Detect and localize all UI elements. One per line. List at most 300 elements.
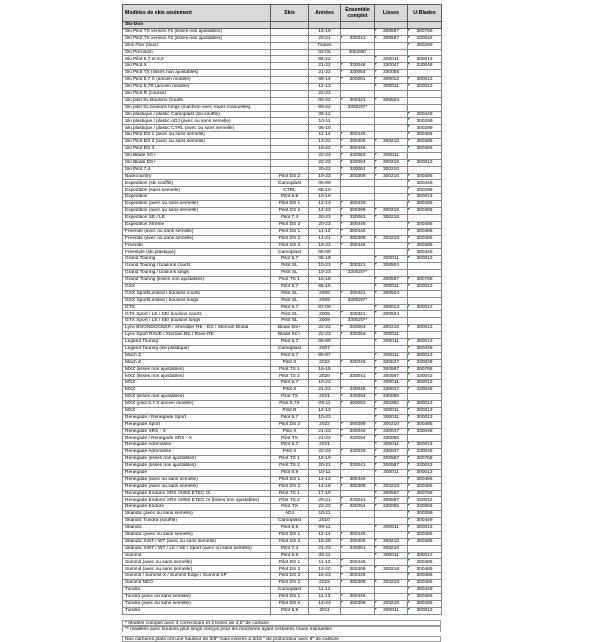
cell-ensemble: 300309 [341, 580, 375, 587]
cell-ublades [408, 90, 442, 97]
comment-flag-icon [375, 29, 377, 31]
cell-lisses: 300011 [375, 352, 408, 359]
comment-flag-icon [341, 594, 343, 596]
cell-ublades: 300299 [408, 187, 442, 194]
cell-lisses: 330055 [375, 435, 408, 442]
cell-ublades: 300013 [408, 380, 442, 387]
cell-model: Expedition (avec ou sans semelle) [123, 201, 271, 208]
cell-ensemble: 330020** [341, 297, 375, 304]
comment-flag-icon [408, 194, 410, 196]
cell-ensemble [341, 490, 375, 497]
cell-years: 12-13 [309, 84, 341, 91]
column-header-skis: Skis [271, 5, 309, 22]
cell-ublades: 300013 [408, 194, 442, 201]
cell-ublades: 300013 [408, 352, 442, 359]
column-header-models: Modèles de skis seulement [123, 5, 271, 22]
cell-lisses: 300011 [375, 283, 408, 290]
cell-model: Expedition (sans semelle) [123, 187, 271, 194]
cell-ensemble: 330020** [341, 104, 375, 111]
table-row [123, 373, 442, 380]
cell-model: Ski pilot SL boulons longs (machine avec roues manuelles) [123, 104, 271, 111]
cell-ensemble: 300446 [341, 201, 375, 208]
cell-years: 10-23 [309, 263, 341, 270]
cell-ublades: 300485 [408, 146, 442, 153]
footnote-complete-set: * Modèle complet avec 4 correcteurs et 4 lisses de 4,5" de carbure [122, 620, 441, 627]
comment-flag-icon [341, 311, 343, 313]
cell-years: 22-23 [309, 325, 341, 332]
cell-ensemble [341, 249, 375, 256]
cell-lisses [375, 180, 408, 187]
cell-ski: Pilot DS 2 [271, 483, 309, 490]
cell-ski: Pilot 5,7 [271, 414, 309, 421]
table-row [123, 490, 442, 497]
cell-model: Renegade Enduro/ XRS /X850 ETEC /X (lisses non ajustables) [123, 497, 271, 504]
cell-years: 13-22 [309, 139, 341, 146]
cell-years: 10-16 [309, 194, 341, 201]
cell-ensemble [341, 283, 375, 290]
footnote-carbide-spec: Nos carbures plats ont une hauteur de 3/8" mais insérés à 5/16 " de profondeur avec 6" de carbure [122, 636, 441, 642]
table-row [123, 483, 442, 490]
cell-lisses [375, 104, 408, 111]
cell-ublades: 300485 [408, 600, 442, 607]
cell-ublades: 300485 [408, 531, 442, 538]
cell-ublades: 300013 [408, 304, 442, 311]
comment-flag-icon [408, 118, 410, 120]
comment-flag-icon [408, 367, 410, 369]
cell-model: Skandic SWT / WT (avec ou sans semelle) [123, 538, 271, 545]
table-row [123, 146, 442, 153]
comment-flag-icon [375, 463, 377, 465]
cell-lisses [375, 297, 408, 304]
cell-lisses: 330047 [375, 63, 408, 70]
cell-years: 2021 [309, 442, 341, 449]
table-row [123, 97, 442, 104]
cell-ublades: 300485 [408, 566, 442, 573]
comment-flag-icon [341, 201, 343, 203]
comment-flag-icon [375, 84, 377, 86]
cell-lisses [375, 125, 408, 132]
cell-ensemble: 300446 [341, 476, 375, 483]
cell-years: 21-23 [309, 435, 341, 442]
cell-ski [271, 77, 309, 84]
cell-ensemble: 300446 [341, 221, 375, 228]
cell-ublades: 300013 [408, 283, 442, 290]
cell-ensemble: 330054 [341, 504, 375, 511]
cell-ublades: 300485 [408, 228, 442, 235]
table-row [123, 552, 442, 559]
cell-model: Tundra [123, 587, 271, 594]
cell-years: 06-10 [309, 256, 341, 263]
cell-model: Ski Pilot DS 1 (avec ou sans semelle) [123, 132, 271, 139]
cell-ensemble: 300309 [341, 208, 375, 215]
cell-ublades: 300768 [408, 28, 442, 35]
cell-ensemble [341, 469, 375, 476]
table-row [123, 518, 442, 525]
cell-lisses: 300210 [375, 580, 408, 587]
comment-flag-icon [408, 484, 410, 486]
table-row [123, 414, 442, 421]
cell-ublades: 300485 [408, 580, 442, 587]
cell-ublades: 300013 [408, 56, 442, 63]
comment-flag-icon [375, 305, 377, 307]
cell-lisses: 330055 [375, 504, 408, 511]
comment-flag-icon [341, 566, 343, 568]
table-row [123, 325, 442, 332]
cell-lisses: 300210 [375, 566, 408, 573]
comment-flag-icon [408, 243, 410, 245]
cell-ski [271, 84, 309, 91]
comment-flag-icon [341, 360, 343, 362]
cell-model: Renegade Enduro/ XRS /X850 ETEC /X [123, 490, 271, 497]
cell-model: Ski Blade XC+ [123, 152, 271, 159]
cell-ublades: 300485 [408, 173, 442, 180]
table-row [123, 456, 442, 463]
table-row [123, 332, 442, 339]
cell-ski: Pilot SL [271, 290, 309, 297]
cell-ensemble [341, 194, 375, 201]
cell-ublades: 300449 [408, 345, 442, 352]
comment-flag-icon [341, 167, 343, 169]
cell-model: Backcountry [123, 173, 271, 180]
cell-ensemble: 330063 [341, 152, 375, 159]
table-row [123, 435, 442, 442]
comment-flag-icon [341, 263, 343, 265]
cell-model: Legend Touring (ski plastique) [123, 345, 271, 352]
cell-ensemble [341, 180, 375, 187]
comment-flag-icon [408, 125, 410, 127]
comment-flag-icon [375, 208, 377, 210]
table-row [123, 235, 442, 242]
cell-years: 06-09 [309, 249, 341, 256]
comment-flag-icon [408, 174, 410, 176]
cell-ski [271, 139, 309, 146]
cell-ublades: 300013 [408, 84, 442, 91]
comment-flag-icon [408, 346, 410, 348]
comment-flag-icon [408, 511, 410, 513]
cell-lisses [375, 90, 408, 97]
cell-ensemble [341, 256, 375, 263]
cell-lisses: 330047 [375, 387, 408, 394]
cell-years: 16-19 [309, 366, 341, 373]
cell-ublades: 300449 [408, 249, 442, 256]
table-row [123, 221, 442, 228]
comment-flag-icon [375, 422, 377, 424]
table-row [123, 139, 442, 146]
cell-ensemble: 300321 [341, 263, 375, 270]
section-empty-cell [375, 22, 408, 29]
cell-ensemble: 330020** [341, 270, 375, 277]
cell-years: 14-21 [309, 235, 341, 242]
cell-ublades: 330048 [408, 387, 442, 394]
cell-model: Skandic (avec ou sans semelle) [123, 531, 271, 538]
cell-ensemble: 300446 [341, 593, 375, 600]
cell-lisses [375, 531, 408, 538]
cell-ski: Pilot DS 1 [271, 476, 309, 483]
comment-flag-icon [375, 263, 377, 265]
cell-ublades: 300299 [408, 118, 442, 125]
cell-years: 12-13 [309, 476, 341, 483]
cell-ski: Pilot DS 2 [271, 580, 309, 587]
cell-ensemble [341, 56, 375, 63]
cell-lisses [375, 111, 408, 118]
comment-flag-icon [408, 284, 410, 286]
cell-lisses [375, 270, 408, 277]
cell-model: Skandic SWT / WT / LE / SE / Sport (avec ou sans semelle) [123, 545, 271, 552]
cell-ski: Pilot TS 1 [271, 490, 309, 497]
cell-model: Renegade [123, 469, 271, 476]
cell-ensemble: 300309 [341, 139, 375, 146]
cell-ensemble [341, 125, 375, 132]
comment-flag-icon [375, 139, 377, 141]
cell-model: Summit [123, 552, 271, 559]
cell-model: MXZ [123, 387, 271, 394]
cell-ublades [408, 270, 442, 277]
cell-lisses: 330055 [375, 70, 408, 77]
cell-model: Grand Touring / boulons longs [123, 270, 271, 277]
cell-years: 10-11 [309, 469, 341, 476]
cell-ublades [408, 263, 442, 270]
comment-flag-icon [375, 608, 377, 610]
cell-ensemble [341, 456, 375, 463]
comment-flag-icon [408, 580, 410, 582]
comment-flag-icon [341, 332, 343, 334]
cell-years: 20-21 [309, 497, 341, 504]
table-row [123, 587, 442, 594]
comment-flag-icon [341, 394, 343, 396]
cell-years: 12-13 [309, 407, 341, 414]
cell-ski [271, 166, 309, 173]
table-row [123, 263, 442, 270]
cell-lisses: 300011 [375, 338, 408, 345]
compatibility-table [122, 4, 442, 615]
cell-lisses: 300210 [375, 421, 408, 428]
table-row [123, 559, 442, 566]
cell-ublades [408, 545, 442, 552]
cell-ski: Pilot 5,7 [271, 256, 309, 263]
cell-lisses [375, 118, 408, 125]
comment-flag-icon [375, 174, 377, 176]
cell-ublades: 330042 [408, 373, 442, 380]
table-row [123, 228, 442, 235]
cell-ensemble [341, 525, 375, 532]
comment-flag-icon [375, 601, 377, 603]
cell-lisses [375, 476, 408, 483]
cell-years: 12-13 [309, 201, 341, 208]
cell-model: Ski Pilot TX (lisses non ajustables) [123, 70, 271, 77]
comment-flag-icon [408, 491, 410, 493]
cell-ensemble: 330054 [341, 435, 375, 442]
column-header-annees: Années [309, 5, 341, 22]
cell-years: 11-13 [309, 559, 341, 566]
cell-ski [271, 132, 309, 139]
cell-lisses: 300210 [375, 545, 408, 552]
cell-ublades [408, 297, 442, 304]
cell-ski: Pilot TS 2 [271, 373, 309, 380]
cell-ensemble [341, 42, 375, 49]
cell-lisses [375, 49, 408, 56]
cell-ski: Pilot DS 2 [271, 235, 309, 242]
table-row [123, 600, 442, 607]
footnote-long-bolts: ** modèles avec boulons plus longs conçus pour les machines ayant certaines roues manuelles [122, 626, 441, 633]
cell-years: 16-19 [309, 28, 341, 35]
table-row [123, 159, 442, 166]
comment-flag-icon [408, 132, 410, 134]
cell-ensemble: 330054 [341, 394, 375, 401]
table-row [123, 359, 442, 366]
table-row [123, 525, 442, 532]
cell-ski [271, 97, 309, 104]
cell-ski: Pilot TS 2 [271, 463, 309, 470]
cell-ublades: 330042 [408, 35, 442, 42]
comment-flag-icon [341, 546, 343, 548]
comment-flag-icon [375, 236, 377, 238]
cell-model: Ski Pilot DS 2 (avec ou sans semelle) [123, 139, 271, 146]
cell-ublades: 300485 [408, 235, 442, 242]
comment-flag-icon [408, 36, 410, 38]
cell-ublades: 330048 [408, 63, 442, 70]
table-row [123, 104, 442, 111]
cell-ublades: 300013 [408, 77, 442, 84]
cell-ensemble: 330046 [341, 359, 375, 366]
cell-model: GTX [123, 304, 271, 311]
cell-years: 10-23 [309, 380, 341, 387]
cell-model: Ski Pilot R (course) [123, 90, 271, 97]
table-row [123, 469, 442, 476]
cell-model: Freeride [123, 242, 271, 249]
cell-model: Renegade (lisses non ajustables) [123, 463, 271, 470]
cell-ensemble: 330046 [341, 387, 375, 394]
cell-lisses: 300210 [375, 208, 408, 215]
cell-ublades [408, 311, 442, 318]
cell-years: 2009 [309, 297, 341, 304]
cell-model: MXZ [123, 380, 271, 387]
cell-ublades: 300768 [408, 276, 442, 283]
comment-flag-icon [375, 504, 377, 506]
comment-flag-icon [408, 63, 410, 65]
comment-flag-icon [408, 56, 410, 58]
cell-ensemble: 330041 [341, 373, 375, 380]
cell-lisses: 300011 [375, 407, 408, 414]
cell-ski: Pilot TS 1 [271, 276, 309, 283]
cell-model: Ski Précision [123, 49, 271, 56]
comment-flag-icon [408, 415, 410, 417]
cell-ski [271, 63, 309, 70]
cell-ensemble [341, 276, 375, 283]
cell-model: MXZ (lisses non ajustables) [123, 394, 271, 401]
comment-flag-icon [408, 229, 410, 231]
comment-flag-icon [408, 187, 410, 189]
cell-ski: Pilot DS 2 [271, 173, 309, 180]
section-empty-cell [271, 22, 309, 29]
cell-years: 21-23 [309, 387, 341, 394]
cell-lisses: 300597 [375, 497, 408, 504]
comment-flag-icon [408, 222, 410, 224]
cell-years: 02-06 [309, 49, 341, 56]
comment-flag-icon [341, 601, 343, 603]
table-row [123, 311, 442, 318]
comment-flag-icon [408, 504, 410, 506]
cell-ensemble: 330054 [341, 70, 375, 77]
comment-flag-icon [408, 305, 410, 307]
comment-flag-icon [408, 84, 410, 86]
table-row [123, 304, 442, 311]
cell-lisses: 300011 [375, 525, 408, 532]
cell-lisses: 300210 [375, 214, 408, 221]
cell-lisses: 300210 [375, 235, 408, 242]
comment-flag-icon [375, 380, 377, 382]
cell-years: 21-23 [309, 428, 341, 435]
cell-lisses [375, 559, 408, 566]
cell-ublades: 300449 [408, 518, 442, 525]
cell-ensemble: 300001 [341, 77, 375, 84]
cell-ensemble: 300446 [341, 132, 375, 139]
cell-ski: Pilot DS 3 [271, 221, 309, 228]
cell-ski [271, 146, 309, 153]
cell-ski [271, 104, 309, 111]
cell-years: 07-09 [309, 304, 341, 311]
cell-ski: Pilot 7,4 [271, 214, 309, 221]
comment-flag-icon [375, 256, 377, 258]
cell-years: 22-23 [309, 332, 341, 339]
comment-flag-icon [375, 77, 377, 79]
cell-model: Skis Flex (tous) [123, 42, 271, 49]
cell-model: Renegade Adrenaline [123, 449, 271, 456]
table-row [123, 283, 442, 290]
cell-model: Renegade Enduro [123, 504, 271, 511]
cell-lisses: 300011 [375, 152, 408, 159]
cell-ski: Pilot DS 3 [271, 242, 309, 249]
comment-flag-icon [375, 70, 377, 72]
cell-model: Lynx BOONDOCKER / Shredder RE - DS / Xterrain Brutal [123, 325, 271, 332]
cell-years: 09-11 [309, 525, 341, 532]
table-row [123, 214, 442, 221]
comment-flag-icon [341, 132, 343, 134]
cell-model: GSX Sport/Limited / boulons longs [123, 297, 271, 304]
cell-years: 06-10 [309, 187, 341, 194]
cell-model: MXZ [123, 407, 271, 414]
comment-flag-icon [408, 608, 410, 610]
comment-flag-icon [375, 484, 377, 486]
cell-ublades: 330042 [408, 463, 442, 470]
cell-ensemble: 300309 [341, 235, 375, 242]
table-row [123, 173, 442, 180]
comment-flag-icon [375, 153, 377, 155]
cell-years: 06-15 [309, 283, 341, 290]
cell-years: 11-14 [309, 132, 341, 139]
cell-ski [271, 159, 309, 166]
cell-model: Renegade (avec ou sans semelle) [123, 483, 271, 490]
comment-flag-icon [375, 56, 377, 58]
cell-ublades: 300299 [408, 125, 442, 132]
cell-lisses: 300597 [375, 456, 408, 463]
comment-flag-icon [408, 539, 410, 541]
cell-ensemble [341, 518, 375, 525]
cell-ensemble [341, 414, 375, 421]
cell-ski: Pilot SL [271, 311, 309, 318]
cell-years: 2022 [309, 421, 341, 428]
table-row [123, 35, 442, 42]
cell-ensemble [341, 352, 375, 359]
table-row [123, 208, 442, 215]
cell-model: Ski Pilot DS 3 [123, 146, 271, 153]
cell-lisses: 300210 [375, 325, 408, 332]
cell-years: 14-23 [309, 208, 341, 215]
cell-ensemble [341, 380, 375, 387]
comment-flag-icon [341, 291, 343, 293]
comment-flag-icon [375, 435, 377, 437]
table-row [123, 352, 442, 359]
cell-lisses [375, 587, 408, 594]
